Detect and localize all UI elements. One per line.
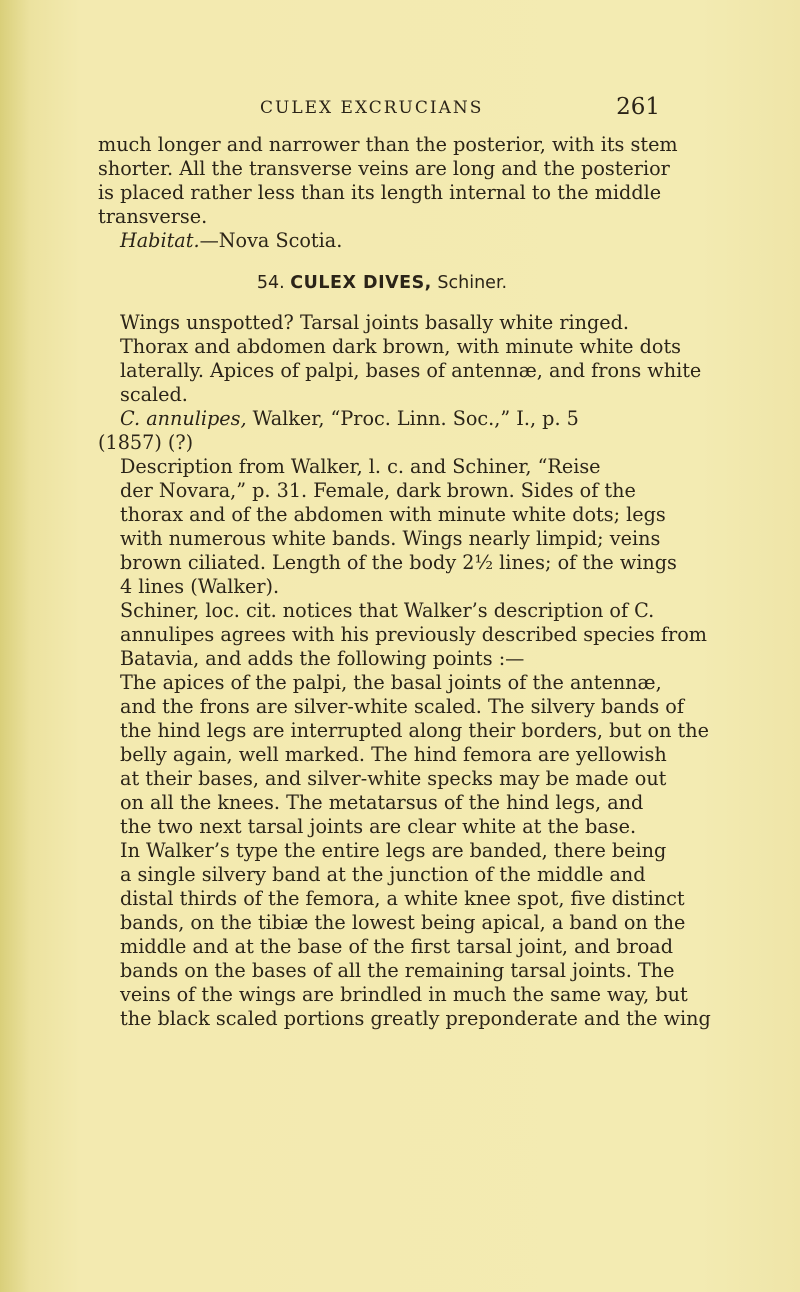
synonym-reference: Walker, “Proc. Linn. Soc.,” I., p. 5 [246, 407, 579, 430]
points-paragraph [98, 671, 709, 839]
intro-paragraph [98, 133, 678, 229]
text-line: the hind legs are interrupted along their borders, but on the [120, 719, 709, 742]
text-line: In Walker’s type the entire legs are banded, there being [120, 839, 667, 862]
synonym-name: C. annulipes, [120, 407, 247, 430]
text-line: belly again, well marked. The hind femora are yellowish [120, 743, 667, 766]
synonym-year: (1857) (?) [98, 431, 194, 454]
species-heading [98, 271, 666, 295]
text-line: much longer and narrower than the posterior, with its stem [98, 133, 678, 156]
text-line: the black scaled portions greatly preponderate and the wing [120, 1007, 711, 1030]
page-number: 261 [616, 94, 660, 120]
species-author: Schiner. [437, 273, 508, 293]
text-line: a single silvery band at the junction of the middle and [120, 863, 646, 886]
description-paragraph [98, 455, 677, 599]
text-line: Schiner, loc. cit. notices that Walker’s description of C. [120, 599, 655, 622]
habitat-value: —Nova Scotia. [199, 229, 343, 252]
species-name: CULEX DIVES, [290, 273, 432, 293]
text-line: transverse. [98, 205, 208, 228]
synonym-paragraph [98, 407, 666, 455]
diagnosis-paragraph [98, 311, 702, 407]
text-line: distal thirds of the femora, a white knee spot, five distinct [120, 887, 685, 910]
habitat-paragraph [98, 229, 666, 253]
text-line: The apices of the palpi, the basal joints of the antennæ, [120, 671, 662, 694]
text-line: annulipes agrees with his previously described species from [120, 623, 707, 646]
running-head: CULEX EXCRUCIANS [260, 98, 484, 118]
text-line: at their bases, and silver-white specks may be made out [120, 767, 667, 790]
text-line: and the frons are silver-white scaled. The silvery bands of [120, 695, 684, 718]
text-line: veins of the wings are brindled in much the same way, but [120, 983, 688, 1006]
text-line: the two next tarsal joints are clear white at the base. [120, 815, 637, 838]
text-line: bands, on the tibiæ the lowest being apical, a band on the [120, 911, 686, 934]
schiner-paragraph [98, 599, 707, 671]
text-line [98, 407, 666, 431]
text-line: 4 lines (Walker). [120, 575, 280, 598]
body-text [98, 133, 711, 1031]
species-number: 54. [256, 273, 285, 293]
text-line: der Novara,” p. 31. Female, dark brown. Sides of the [120, 479, 636, 502]
text-line: scaled. [120, 383, 188, 406]
text-line: with numerous white bands. Wings nearly limpid; veins [120, 527, 661, 550]
text-line: Description from Walker, l. c. and Schiner, “Reise [120, 455, 601, 478]
text-line: laterally. Apices of palpi, bases of antennæ, and frons white [120, 359, 702, 382]
text-line: is placed rather less than its length internal to the middle [98, 181, 662, 204]
page-header [100, 94, 660, 124]
text-line: Wings unspotted? Tarsal joints basally white ringed. [120, 311, 630, 334]
text-line: thorax and of the abdomen with minute white dots; legs [120, 503, 666, 526]
text-line: middle and at the base of the first tarsal joint, and broad [120, 935, 674, 958]
habitat-label: Habitat. [120, 229, 200, 252]
text-line: Thorax and abdomen dark brown, with minute white dots [120, 335, 682, 358]
text-line: bands on the bases of all the remaining tarsal joints. The [120, 959, 675, 982]
text-line: brown ciliated. Length of the body 2½ lines; of the wings [120, 551, 677, 574]
text-line: Batavia, and adds the following points :— [120, 647, 525, 670]
text-line: on all the knees. The metatarsus of the hind legs, and [120, 791, 644, 814]
walker-type-paragraph [98, 839, 711, 1031]
text-line: shorter. All the transverse veins are long and the posterior [98, 157, 670, 180]
